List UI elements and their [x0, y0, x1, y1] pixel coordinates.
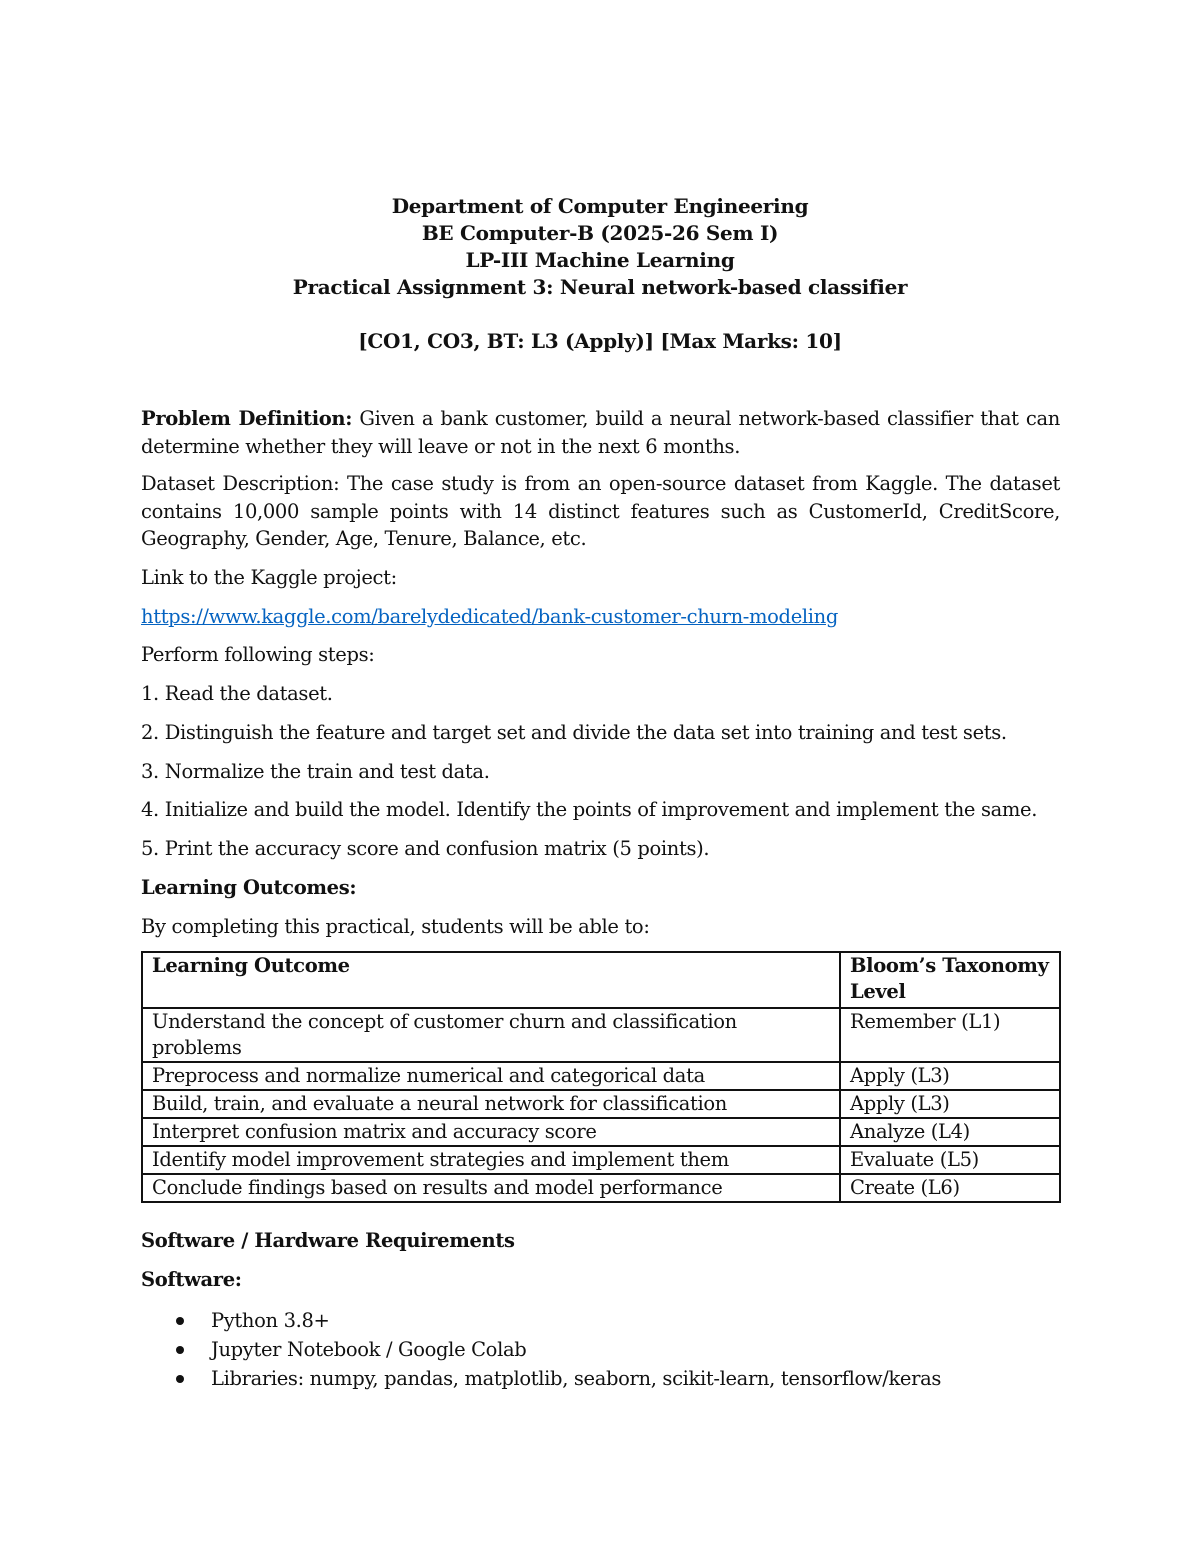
list-item: [141, 1335, 941, 1364]
steps-intro: Perform following steps:: [141, 643, 375, 666]
bullet-icon: [176, 1375, 184, 1383]
class-title: BE Computer-B (2025-26 Sem I): [421, 221, 779, 245]
list-item-text: Python 3.8+: [211, 1309, 330, 1332]
kaggle-link[interactable]: https://www.kaggle.com/barelydedicated/bank-customer-churn-modeling: [141, 605, 838, 628]
table-header-cell: Bloom’s Taxonomy Level: [840, 952, 1060, 1008]
step-item: 2. Distinguish the feature and target set and divide the data set into training and test sets.: [141, 721, 1007, 744]
table-header-row: [142, 952, 1060, 1008]
problem-text: Given a bank customer, build a neural network-based classifier that can determine whether they will leave or not in the next 6 months.: [141, 407, 1060, 458]
step-item: 4. Initialize and build the model. Identify the points of improvement and implement the same.: [141, 798, 1038, 821]
table-cell: Apply (L3): [840, 1090, 1060, 1118]
list-item: [141, 1306, 941, 1335]
assignment-title: Practical Assignment 3: Neural network-based classifier: [292, 275, 908, 299]
marks-line: [CO1, CO3, BT: L3 (Apply)] [Max Marks: 10]: [358, 329, 842, 353]
table-row: [142, 1090, 1060, 1118]
step-item: 5. Print the accuracy score and confusion matrix (5 points).: [141, 837, 710, 860]
step-item: 3. Normalize the train and test data.: [141, 760, 490, 783]
table-row: [142, 1174, 1060, 1202]
table-cell: Conclude findings based on results and model performance: [142, 1174, 840, 1202]
software-list: [141, 1306, 941, 1393]
table-cell: Understand the concept of customer churn and classification problems: [142, 1008, 840, 1062]
learning-outcomes-intro: By completing this practical, students will be able to:: [141, 915, 650, 938]
learning-outcomes-heading: Learning Outcomes:: [141, 876, 357, 899]
table-row: [142, 1008, 1060, 1062]
department-title: Department of Computer Engineering: [391, 194, 809, 218]
step-item: 1. Read the dataset.: [141, 682, 333, 705]
table-cell: Create (L6): [840, 1174, 1060, 1202]
table-cell: Preprocess and normalize numerical and categorical data: [142, 1062, 840, 1090]
table-row: [142, 1146, 1060, 1174]
problem-label: Problem Definition:: [141, 407, 353, 430]
requirements-heading: Software / Hardware Requirements: [141, 1229, 515, 1252]
list-item: [141, 1364, 941, 1393]
learning-outcomes-table: [141, 951, 1061, 1203]
table-cell: Evaluate (L5): [840, 1146, 1060, 1174]
kaggle-link-line: [141, 603, 1060, 631]
document-header: [0, 193, 1200, 301]
list-item-text: Jupyter Notebook / Google Colab: [211, 1338, 527, 1361]
table-cell: Apply (L3): [840, 1062, 1060, 1090]
link-label: Link to the Kaggle project:: [141, 566, 397, 589]
table-cell: Interpret confusion matrix and accuracy score: [142, 1118, 840, 1146]
dataset-description: Dataset Description: The case study is from an open-source dataset from Kaggle. The dataset contains 10,000 sample points with 14 distinct features such as CustomerId, CreditScore, Geography, Gender, Age, Tenure, Balance, etc.: [141, 472, 1060, 550]
software-label: Software:: [141, 1268, 242, 1291]
subject-title: LP-III Machine Learning: [465, 248, 735, 272]
table-row: [142, 1062, 1060, 1090]
table-header-cell: Learning Outcome: [142, 952, 840, 1008]
table-cell: Remember (L1): [840, 1008, 1060, 1062]
list-item-text: Libraries: numpy, pandas, matplotlib, seaborn, scikit-learn, tensorflow/keras: [211, 1367, 941, 1390]
bullet-icon: [176, 1346, 184, 1354]
problem-definition: [141, 405, 1060, 460]
table-cell: Analyze (L4): [840, 1118, 1060, 1146]
table-row: [142, 1118, 1060, 1146]
table-cell: Identify model improvement strategies and implement them: [142, 1146, 840, 1174]
table-cell: Build, train, and evaluate a neural network for classification: [142, 1090, 840, 1118]
bullet-icon: [176, 1317, 184, 1325]
